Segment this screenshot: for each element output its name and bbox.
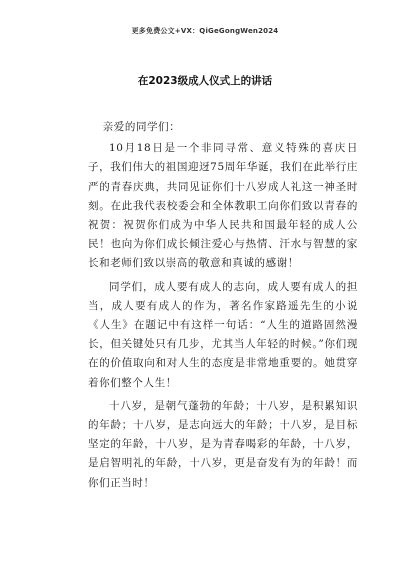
header-note: 更多免费公文+VX：QiGeGongWen2024 (131, 27, 279, 35)
speech-title: 在2023级成人仪式上的讲话 (137, 75, 273, 87)
paragraph-3: 十八岁，是朝气蓬勃的年龄；十八岁，是积累知识的年龄；十八岁，是志向远大的年龄；十八岁，是目标坚定的年龄，十八岁，是为青春喝彩的年龄，十八岁，是启智明礼的年龄，十八岁，更是奋发有为的年龄！而你们正当时！ (88, 399, 358, 489)
speech-body (88, 118, 358, 497)
paragraph-1: 10月18日是一个非同寻常、意义特殊的喜庆日子，我们伟大的祖国迎迓75周年华诞，我们在此举行庄严的青春庆典，共同见证你们十八岁成人礼这一神圣时刻。在此我代表校委会和全体教职工向你们致以青春的祝贺：祝贺你们成为中华人民共和国最年轻的成人公民！也向为你们成长倾注爱心与热情、汗水与智慧的家长和老师们致以崇高的敬意和真诚的感谢！ (88, 142, 358, 270)
greeting: 亲爱的同学们： (102, 121, 181, 133)
paragraph-2: 同学们，成人要有成人的志向，成人要有成人的担当，成人要有成人的作为，著名作家路遥先生的小说《人生》在题记中有这样一句话：“人生的道路固然漫长，但关键处只有几步，尤其当人年轻的时候。”你们现在的价值取向和对人生的态度是非常地重要的。她贯穿着你们整个人生！ (88, 280, 358, 389)
